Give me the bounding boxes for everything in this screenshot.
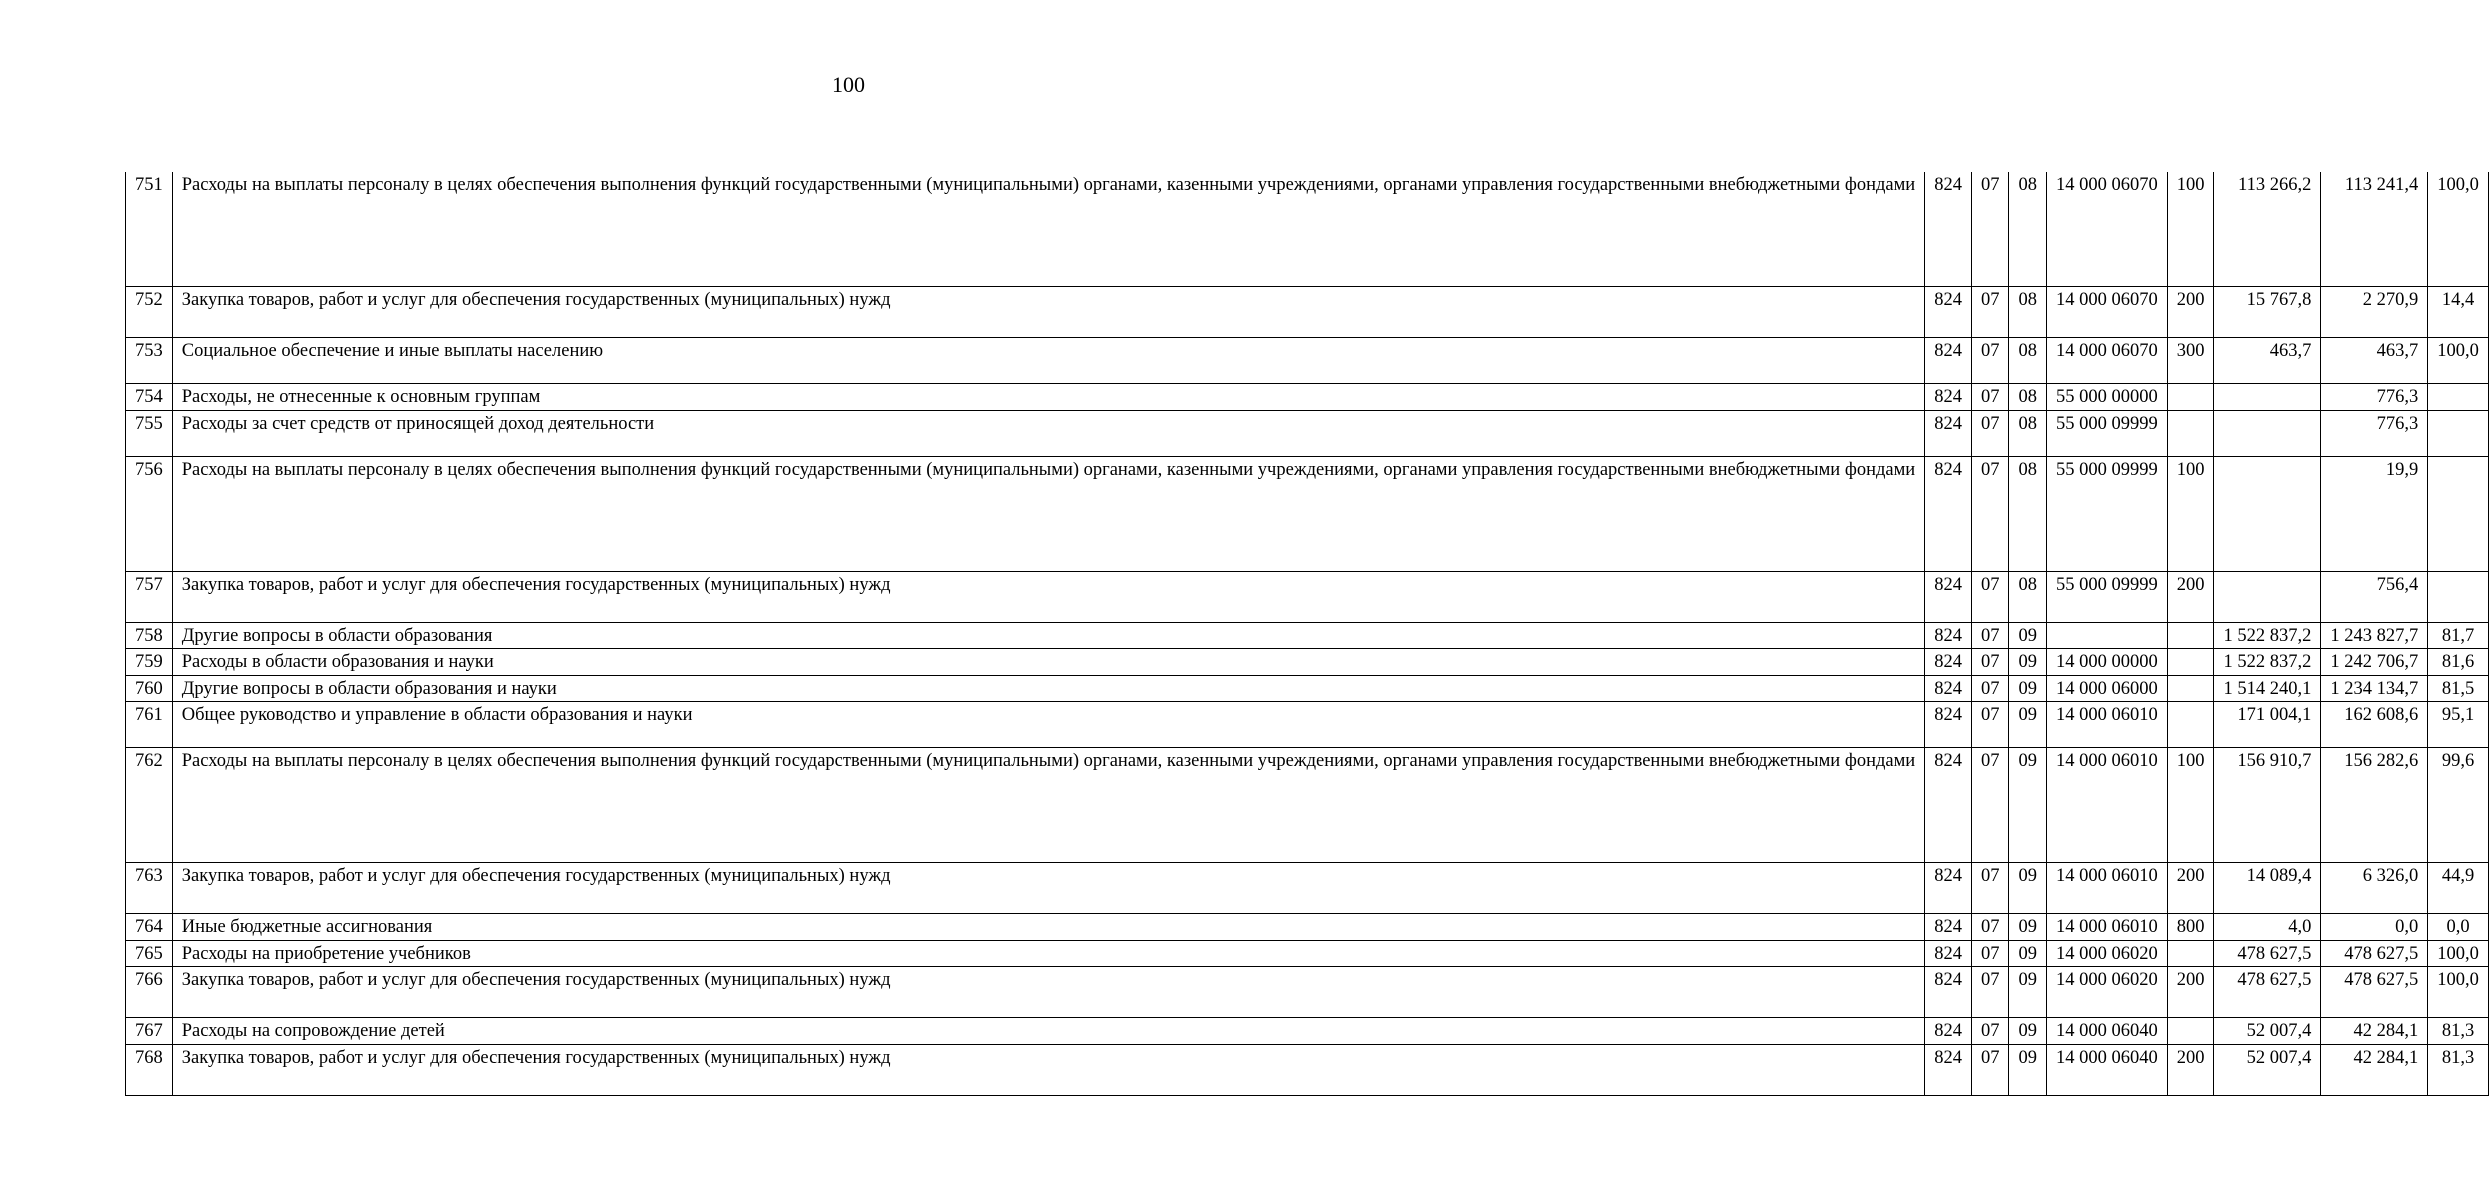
department-code-cell: 824 — [1925, 410, 1972, 456]
section-code-cell: 07 — [1971, 914, 2009, 941]
department-code-cell: 824 — [1925, 649, 1972, 676]
row-number-cell: 768 — [126, 1044, 173, 1095]
execution-percent-cell: 100,0 — [2428, 172, 2489, 287]
subsection-code-cell: 08 — [2009, 384, 2047, 411]
expense-type-code-cell: 100 — [2167, 456, 2214, 571]
expense-type-code-cell — [2167, 675, 2214, 702]
subsection-code-cell: 09 — [2009, 1044, 2047, 1095]
target-item-code-cell: 14 000 06070 — [2046, 338, 2167, 384]
table-row — [126, 649, 2489, 676]
actual-amount-cell: 463,7 — [2321, 338, 2428, 384]
planned-amount-cell: 1 514 240,1 — [2214, 675, 2321, 702]
target-item-code-cell: 14 000 06070 — [2046, 172, 2167, 287]
planned-amount-cell — [2214, 456, 2321, 571]
planned-amount-cell: 1 522 837,2 — [2214, 622, 2321, 649]
target-item-code-cell — [2046, 622, 2167, 649]
expense-name-cell: Закупка товаров, работ и услуг для обеспечения государственных (муниципальных) нужд — [172, 571, 1924, 622]
expense-name-cell: Другие вопросы в области образования и науки — [172, 675, 1924, 702]
actual-amount-cell: 1 243 827,7 — [2321, 622, 2428, 649]
execution-percent-cell: 95,1 — [2428, 702, 2489, 748]
row-number-cell: 755 — [126, 410, 173, 456]
subsection-code-cell: 08 — [2009, 172, 2047, 287]
target-item-code-cell: 55 000 09999 — [2046, 456, 2167, 571]
actual-amount-cell: 1 234 134,7 — [2321, 675, 2428, 702]
planned-amount-cell: 4,0 — [2214, 914, 2321, 941]
actual-amount-cell: 19,9 — [2321, 456, 2428, 571]
expense-type-code-cell — [2167, 622, 2214, 649]
page-number: 100 — [832, 72, 865, 97]
department-code-cell: 824 — [1925, 1018, 1972, 1045]
actual-amount-cell: 42 284,1 — [2321, 1044, 2428, 1095]
section-code-cell: 07 — [1971, 287, 2009, 338]
subsection-code-cell: 08 — [2009, 338, 2047, 384]
execution-percent-cell: 100,0 — [2428, 338, 2489, 384]
table-row — [126, 967, 2489, 1018]
expense-name-cell: Расходы на выплаты персоналу в целях обеспечения выполнения функций государственными (муниципальными) органами, казенными учреждениями, органами управления государственными внебюджетными фондами — [172, 748, 1924, 863]
planned-amount-cell: 171 004,1 — [2214, 702, 2321, 748]
actual-amount-cell: 756,4 — [2321, 571, 2428, 622]
row-number-cell: 756 — [126, 456, 173, 571]
target-item-code-cell: 14 000 06000 — [2046, 675, 2167, 702]
expense-name-cell: Социальное обеспечение и иные выплаты населению — [172, 338, 1924, 384]
subsection-code-cell: 08 — [2009, 287, 2047, 338]
subsection-code-cell: 08 — [2009, 571, 2047, 622]
planned-amount-cell: 14 089,4 — [2214, 863, 2321, 914]
department-code-cell: 824 — [1925, 338, 1972, 384]
row-number-cell: 758 — [126, 622, 173, 649]
department-code-cell: 824 — [1925, 914, 1972, 941]
table-row — [126, 384, 2489, 411]
section-code-cell: 07 — [1971, 456, 2009, 571]
section-code-cell: 07 — [1971, 410, 2009, 456]
expense-type-code-cell: 100 — [2167, 172, 2214, 287]
expense-type-code-cell: 200 — [2167, 967, 2214, 1018]
expense-type-code-cell: 100 — [2167, 748, 2214, 863]
planned-amount-cell: 52 007,4 — [2214, 1044, 2321, 1095]
expense-name-cell: Расходы на сопровождение детей — [172, 1018, 1924, 1045]
section-code-cell: 07 — [1971, 940, 2009, 967]
department-code-cell: 824 — [1925, 748, 1972, 863]
target-item-code-cell: 14 000 06010 — [2046, 702, 2167, 748]
section-code-cell: 07 — [1971, 863, 2009, 914]
section-code-cell: 07 — [1971, 1044, 2009, 1095]
target-item-code-cell: 14 000 06040 — [2046, 1018, 2167, 1045]
section-code-cell: 07 — [1971, 967, 2009, 1018]
budget-table-body — [126, 172, 2489, 1095]
row-number-cell: 753 — [126, 338, 173, 384]
table-row — [126, 287, 2489, 338]
subsection-code-cell: 09 — [2009, 622, 2047, 649]
row-number-cell: 757 — [126, 571, 173, 622]
department-code-cell: 824 — [1925, 287, 1972, 338]
execution-percent-cell: 100,0 — [2428, 940, 2489, 967]
table-row — [126, 675, 2489, 702]
target-item-code-cell: 14 000 06020 — [2046, 940, 2167, 967]
expense-type-code-cell: 800 — [2167, 914, 2214, 941]
table-row — [126, 571, 2489, 622]
planned-amount-cell: 463,7 — [2214, 338, 2321, 384]
expense-type-code-cell: 200 — [2167, 287, 2214, 338]
section-code-cell: 07 — [1971, 1018, 2009, 1045]
subsection-code-cell: 09 — [2009, 863, 2047, 914]
actual-amount-cell: 162 608,6 — [2321, 702, 2428, 748]
expense-type-code-cell — [2167, 649, 2214, 676]
execution-percent-cell: 81,5 — [2428, 675, 2489, 702]
section-code-cell: 07 — [1971, 748, 2009, 863]
subsection-code-cell: 09 — [2009, 675, 2047, 702]
department-code-cell: 824 — [1925, 675, 1972, 702]
actual-amount-cell: 156 282,6 — [2321, 748, 2428, 863]
table-row — [126, 622, 2489, 649]
subsection-code-cell: 09 — [2009, 702, 2047, 748]
target-item-code-cell: 14 000 06020 — [2046, 967, 2167, 1018]
department-code-cell: 824 — [1925, 172, 1972, 287]
row-number-cell: 752 — [126, 287, 173, 338]
target-item-code-cell: 14 000 06040 — [2046, 1044, 2167, 1095]
row-number-cell: 765 — [126, 940, 173, 967]
expense-type-code-cell — [2167, 702, 2214, 748]
target-item-code-cell: 14 000 06010 — [2046, 748, 2167, 863]
target-item-code-cell: 14 000 06070 — [2046, 287, 2167, 338]
subsection-code-cell: 09 — [2009, 1018, 2047, 1045]
table-row — [126, 702, 2489, 748]
row-number-cell: 761 — [126, 702, 173, 748]
section-code-cell: 07 — [1971, 571, 2009, 622]
table-row — [126, 456, 2489, 571]
subsection-code-cell: 09 — [2009, 748, 2047, 863]
planned-amount-cell: 478 627,5 — [2214, 940, 2321, 967]
planned-amount-cell — [2214, 384, 2321, 411]
expense-name-cell: Другие вопросы в области образования — [172, 622, 1924, 649]
target-item-code-cell: 14 000 06010 — [2046, 914, 2167, 941]
section-code-cell: 07 — [1971, 622, 2009, 649]
target-item-code-cell: 14 000 06010 — [2046, 863, 2167, 914]
department-code-cell: 824 — [1925, 967, 1972, 1018]
table-row — [126, 1044, 2489, 1095]
execution-percent-cell: 81,7 — [2428, 622, 2489, 649]
planned-amount-cell: 1 522 837,2 — [2214, 649, 2321, 676]
expense-type-code-cell: 200 — [2167, 571, 2214, 622]
section-code-cell: 07 — [1971, 649, 2009, 676]
actual-amount-cell: 42 284,1 — [2321, 1018, 2428, 1045]
actual-amount-cell: 113 241,4 — [2321, 172, 2428, 287]
row-number-cell: 767 — [126, 1018, 173, 1045]
planned-amount-cell: 52 007,4 — [2214, 1018, 2321, 1045]
department-code-cell: 824 — [1925, 1044, 1972, 1095]
execution-percent-cell: 99,6 — [2428, 748, 2489, 863]
expense-name-cell: Общее руководство и управление в области образования и науки — [172, 702, 1924, 748]
table-row — [126, 748, 2489, 863]
row-number-cell: 764 — [126, 914, 173, 941]
actual-amount-cell: 478 627,5 — [2321, 940, 2428, 967]
row-number-cell: 763 — [126, 863, 173, 914]
expense-name-cell: Расходы за счет средств от приносящей доход деятельности — [172, 410, 1924, 456]
execution-percent-cell: 100,0 — [2428, 967, 2489, 1018]
execution-percent-cell: 81,3 — [2428, 1044, 2489, 1095]
expense-name-cell: Расходы, не отнесенные к основным группам — [172, 384, 1924, 411]
expense-type-code-cell — [2167, 384, 2214, 411]
target-item-code-cell: 55 000 09999 — [2046, 410, 2167, 456]
expense-name-cell: Иные бюджетные ассигнования — [172, 914, 1924, 941]
expense-name-cell: Закупка товаров, работ и услуг для обеспечения государственных (муниципальных) нужд — [172, 287, 1924, 338]
execution-percent-cell: 14,4 — [2428, 287, 2489, 338]
expense-type-code-cell: 200 — [2167, 863, 2214, 914]
subsection-code-cell: 09 — [2009, 967, 2047, 1018]
section-code-cell: 07 — [1971, 338, 2009, 384]
target-item-code-cell: 14 000 00000 — [2046, 649, 2167, 676]
section-code-cell: 07 — [1971, 675, 2009, 702]
actual-amount-cell: 776,3 — [2321, 384, 2428, 411]
expense-name-cell: Расходы на выплаты персоналу в целях обеспечения выполнения функций государственными (муниципальными) органами, казенными учреждениями, органами управления государственными внебюджетными фондами — [172, 456, 1924, 571]
actual-amount-cell: 776,3 — [2321, 410, 2428, 456]
subsection-code-cell: 08 — [2009, 456, 2047, 571]
expense-type-code-cell: 200 — [2167, 1044, 2214, 1095]
expense-name-cell: Закупка товаров, работ и услуг для обеспечения государственных (муниципальных) нужд — [172, 863, 1924, 914]
expense-type-code-cell — [2167, 940, 2214, 967]
execution-percent-cell: 44,9 — [2428, 863, 2489, 914]
actual-amount-cell: 0,0 — [2321, 914, 2428, 941]
expense-name-cell: Расходы на приобретение учебников — [172, 940, 1924, 967]
department-code-cell: 824 — [1925, 571, 1972, 622]
department-code-cell: 824 — [1925, 940, 1972, 967]
subsection-code-cell: 09 — [2009, 914, 2047, 941]
subsection-code-cell: 09 — [2009, 940, 2047, 967]
section-code-cell: 07 — [1971, 172, 2009, 287]
table-row — [126, 1018, 2489, 1045]
expense-type-code-cell — [2167, 1018, 2214, 1045]
row-number-cell: 762 — [126, 748, 173, 863]
planned-amount-cell — [2214, 410, 2321, 456]
expense-name-cell: Расходы на выплаты персоналу в целях обеспечения выполнения функций государственными (муниципальными) органами, казенными учреждениями, органами управления государственными внебюджетными фондами — [172, 172, 1924, 287]
row-number-cell: 751 — [126, 172, 173, 287]
subsection-code-cell: 08 — [2009, 410, 2047, 456]
row-number-cell: 759 — [126, 649, 173, 676]
department-code-cell: 824 — [1925, 622, 1972, 649]
planned-amount-cell: 156 910,7 — [2214, 748, 2321, 863]
execution-percent-cell — [2428, 456, 2489, 571]
execution-percent-cell: 0,0 — [2428, 914, 2489, 941]
planned-amount-cell: 15 767,8 — [2214, 287, 2321, 338]
budget-table — [125, 172, 2489, 1096]
execution-percent-cell: 81,6 — [2428, 649, 2489, 676]
department-code-cell: 824 — [1925, 456, 1972, 571]
actual-amount-cell: 2 270,9 — [2321, 287, 2428, 338]
execution-percent-cell: 81,3 — [2428, 1018, 2489, 1045]
department-code-cell: 824 — [1925, 863, 1972, 914]
subsection-code-cell: 09 — [2009, 649, 2047, 676]
expense-name-cell: Закупка товаров, работ и услуг для обеспечения государственных (муниципальных) нужд — [172, 1044, 1924, 1095]
department-code-cell: 824 — [1925, 384, 1972, 411]
row-number-cell: 760 — [126, 675, 173, 702]
row-number-cell: 754 — [126, 384, 173, 411]
table-row — [126, 410, 2489, 456]
expense-type-code-cell — [2167, 410, 2214, 456]
planned-amount-cell: 113 266,2 — [2214, 172, 2321, 287]
row-number-cell: 766 — [126, 967, 173, 1018]
section-code-cell: 07 — [1971, 384, 2009, 411]
expense-name-cell: Закупка товаров, работ и услуг для обеспечения государственных (муниципальных) нужд — [172, 967, 1924, 1018]
planned-amount-cell — [2214, 571, 2321, 622]
table-row — [126, 338, 2489, 384]
actual-amount-cell: 6 326,0 — [2321, 863, 2428, 914]
actual-amount-cell: 1 242 706,7 — [2321, 649, 2428, 676]
target-item-code-cell: 55 000 00000 — [2046, 384, 2167, 411]
section-code-cell: 07 — [1971, 702, 2009, 748]
execution-percent-cell — [2428, 571, 2489, 622]
table-row — [126, 172, 2489, 287]
execution-percent-cell — [2428, 384, 2489, 411]
expense-type-code-cell: 300 — [2167, 338, 2214, 384]
department-code-cell: 824 — [1925, 702, 1972, 748]
expense-name-cell: Расходы в области образования и науки — [172, 649, 1924, 676]
table-row — [126, 940, 2489, 967]
actual-amount-cell: 478 627,5 — [2321, 967, 2428, 1018]
execution-percent-cell — [2428, 410, 2489, 456]
planned-amount-cell: 478 627,5 — [2214, 967, 2321, 1018]
table-row — [126, 863, 2489, 914]
target-item-code-cell: 55 000 09999 — [2046, 571, 2167, 622]
table-row — [126, 914, 2489, 941]
